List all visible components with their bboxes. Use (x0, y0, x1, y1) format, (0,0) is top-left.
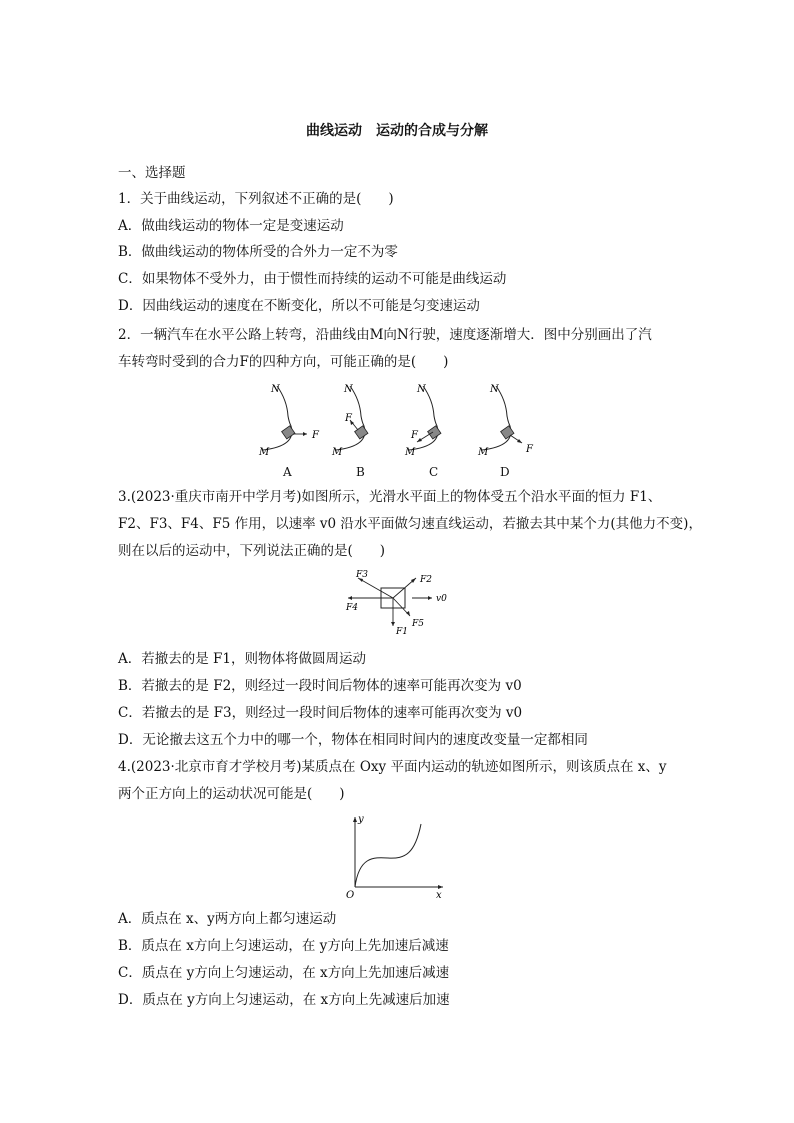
q2-panel-a (258, 384, 320, 458)
q1-option-a: A．做曲线运动的物体一定是变速运动 (118, 218, 344, 234)
q1-option-b: B．做曲线运动的物体所受的合外力一定不为零 (118, 244, 398, 260)
q2-panel-label-c: C (429, 465, 439, 479)
q1-option-c: C．如果物体不受外力，由于惯性而持续的运动不可能是曲线运动 (118, 271, 507, 287)
q2-b-label-m: M (332, 447, 343, 458)
q2-panel-label-b: B (356, 465, 365, 479)
q3-label-f2: F2 (420, 575, 432, 585)
q2-stem-line1: 2．一辆汽车在水平公路上转弯，沿曲线由M向N行驶，速度逐渐增大．图中分别画出了汽 (118, 327, 652, 343)
q2-c-label-m: M (405, 447, 416, 458)
q2-c-label-f: F (411, 430, 418, 441)
q4-label-x: x (436, 890, 442, 901)
q2-panel-d (477, 384, 534, 458)
q3-label-f4: F4 (346, 603, 358, 613)
q3-label-v0: v0 (436, 594, 447, 604)
q2-panel-b (331, 384, 368, 458)
q2-stem-line2: 车转弯时受到的合力F的四种方向，可能正确的是( ) (118, 354, 449, 370)
page-title: 曲线运动 运动的合成与分解 (306, 123, 488, 139)
q3-stem-line2: F2、F3、F4、F5 作用，以速率 v0 沿水平面做匀速直线运动，若撤去其中某个力(其他力不变)， (118, 516, 702, 532)
q3-label-f3: F3 (356, 570, 368, 580)
q2-a-label-f: F (312, 430, 319, 441)
q1-option-d: D．因曲线运动的速度在不断变化，所以不可能是匀变速运动 (118, 298, 480, 314)
q4-stem-line1: 4.(2023·北京市育才学校月考)某质点在 Oxy 平面内运动的轨迹如图所示，则该质点在 x、y (118, 759, 667, 775)
q4-stem-line2: 两个正方向上的运动状况可能是( ) (118, 786, 345, 802)
q3-label-f1: F1 (396, 627, 408, 637)
q2-panel-label-d: D (500, 465, 510, 479)
q2-c-label-n: N (417, 384, 426, 395)
q2-b-label-f: F (345, 413, 352, 424)
q3-option-d: D．无论撤去这五个力中的哪一个，物体在相同时间内的速度改变量一定都相同 (118, 732, 588, 748)
q4-option-a: A．质点在 x、y两方向上都匀速运动 (118, 911, 337, 927)
q2-d-label-m: M (478, 447, 489, 458)
q2-panel-label-a: A (283, 465, 292, 479)
q2-d-label-f: F (526, 444, 533, 455)
q1-stem: 1．关于曲线运动，下列叙述不正确的是( ) (118, 191, 394, 207)
q4-option-c: C．质点在 y方向上匀速运动，在 x方向上先加速后减速 (118, 965, 450, 981)
q3-label-f5: F5 (412, 619, 424, 629)
q4-option-b: B．质点在 x方向上匀速运动，在 y方向上先加速后减速 (118, 938, 449, 954)
q4-label-y: y (358, 814, 364, 825)
q4-option-d: D．质点在 y方向上匀速运动，在 x方向上先减速后加速 (118, 992, 450, 1008)
q2-b-label-n: N (344, 384, 353, 395)
q3-option-b: B．若撤去的是 F2，则经过一段时间后物体的速率可能再次变为 v0 (118, 678, 522, 694)
q2-figure (245, 378, 545, 458)
q3-stem-line1: 3.(2023·重庆市南开中学月考)如图所示，光滑水平面上的物体受五个沿水平面的恒力 F1、 (118, 489, 662, 505)
q2-a-label-n: N (271, 384, 280, 395)
q3-option-a: A．若撤去的是 F1，则物体将做圆周运动 (118, 651, 366, 667)
q2-d-label-n: N (490, 384, 499, 395)
q3-option-c: C．若撤去的是 F3，则经过一段时间后物体的速率可能再次变为 v0 (118, 705, 523, 721)
q3-figure (340, 566, 470, 641)
q3-stem-line3: 则在以后的运动中，下列说法正确的是( ) (118, 543, 386, 559)
q2-a-label-m: M (259, 447, 270, 458)
q4-figure (343, 812, 453, 902)
q2-panel-c (404, 384, 441, 458)
q4-label-o: O (346, 890, 355, 901)
section-heading: 一、选择题 (118, 165, 186, 181)
